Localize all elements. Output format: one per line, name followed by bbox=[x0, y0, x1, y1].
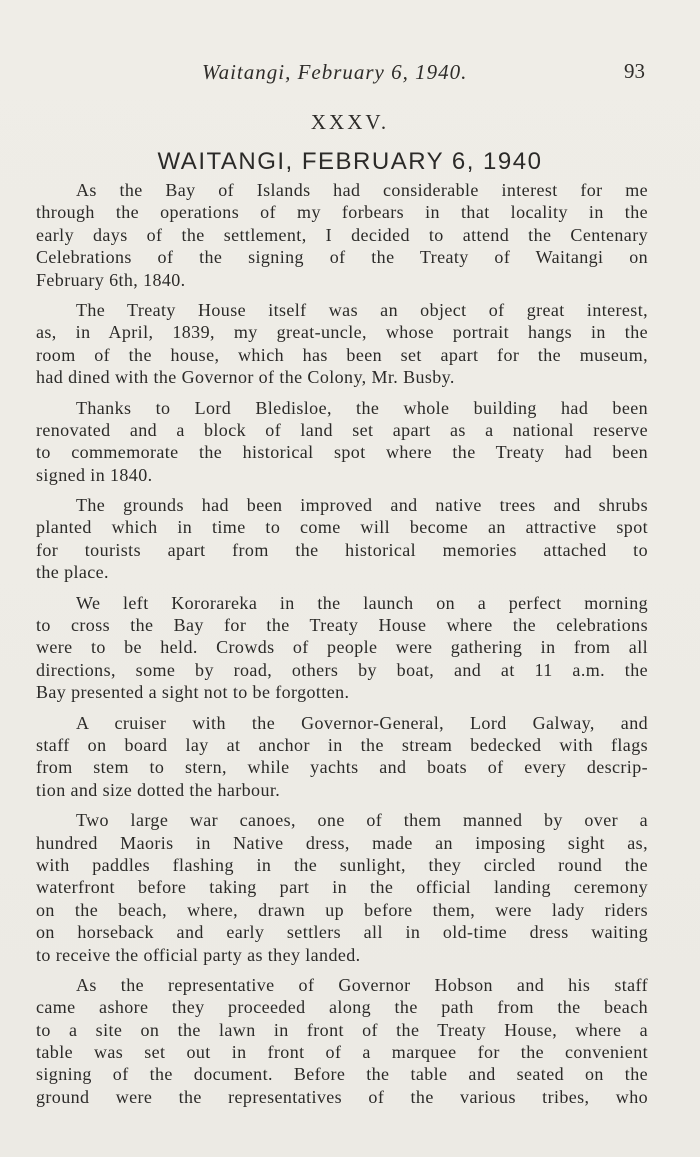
text-line: had dined with the Governor of the Colony, Mr. Busby. bbox=[36, 367, 455, 388]
text-line: table was set out in front of a marquee for the convenient bbox=[36, 1042, 648, 1063]
text-line: signed in 1840. bbox=[36, 464, 153, 485]
text-line: We left Kororareka in the launch on a perfect morning bbox=[76, 592, 648, 613]
text-line: February 6th, 1840. bbox=[36, 269, 186, 290]
text-line: to receive the official party as they landed. bbox=[36, 944, 361, 965]
text-line: renovated and a block of land set apart as a national reserve bbox=[36, 419, 648, 440]
text-line: with paddles flashing in the sunlight, they circled round the bbox=[36, 854, 648, 875]
text-line: The grounds had been improved and native trees and shrubs bbox=[76, 495, 648, 516]
text-line: staff on board lay at anchor in the stream bedecked with flags bbox=[36, 734, 648, 755]
text-line: the place. bbox=[36, 562, 109, 583]
running-head: Waitangi, February 6, 1940. bbox=[202, 60, 468, 84]
text-line: Celebrations of the signing of the Treaty of Waitangi on bbox=[36, 247, 648, 268]
paragraph bbox=[36, 809, 648, 966]
text-line: signing of the document. Before the table and seated on the bbox=[36, 1064, 648, 1085]
paragraph bbox=[36, 299, 648, 389]
text-line: A cruiser with the Governor-General, Lord Galway, and bbox=[76, 712, 648, 733]
text-line: hundred Maoris in Native dress, made an imposing sight as, bbox=[36, 832, 648, 853]
text-line: to a site on the lawn in front of the Treaty House, where a bbox=[36, 1019, 648, 1040]
paragraph bbox=[36, 179, 648, 291]
paragraph bbox=[36, 712, 648, 802]
page-number: 93 bbox=[624, 59, 645, 83]
text-line: for tourists apart from the historical memories attached to bbox=[36, 539, 648, 560]
text-line: early days of the settlement, I decided to attend the Centenary bbox=[36, 224, 648, 245]
text-line: directions, some by road, others by boat, and at 11 a.m. the bbox=[36, 659, 648, 680]
text-line: As the Bay of Islands had considerable interest for me bbox=[76, 180, 648, 200]
paragraph bbox=[36, 974, 648, 1108]
text-line: waterfront before taking part in the official landing ceremony bbox=[36, 877, 648, 898]
text-line: room of the house, which has been set apart for the museum, bbox=[36, 344, 648, 365]
text-line: were to be held. Crowds of people were gathering in from all bbox=[36, 637, 648, 658]
text-line: came ashore they proceeded along the path from the beach bbox=[36, 997, 648, 1018]
text-line: as, in April, 1839, my great-uncle, whose portrait hangs in the bbox=[36, 322, 648, 343]
text-line: to commemorate the historical spot where the Treaty had been bbox=[36, 442, 648, 463]
text-line: The Treaty House itself was an object of great interest, bbox=[76, 299, 648, 320]
paragraph bbox=[36, 397, 648, 487]
chapter-title: WAITANGI, FEBRUARY 6, 1940 bbox=[157, 148, 543, 175]
text-line: through the operations of my forbears in that locality in the bbox=[36, 202, 648, 223]
text-line: planted which in time to come will become an attractive spot bbox=[36, 517, 648, 538]
paragraph bbox=[36, 592, 648, 704]
paragraph bbox=[36, 494, 648, 584]
text-line: ground were the representatives of the various tribes, who bbox=[36, 1086, 648, 1107]
text-line: from stem to stern, while yachts and boats of every descrip- bbox=[36, 757, 648, 778]
text-line: on horseback and early settlers all in old-time dress waiting bbox=[36, 922, 648, 943]
text-line: Thanks to Lord Bledisloe, the whole building had been bbox=[76, 397, 648, 418]
body-text bbox=[36, 179, 648, 1108]
text-line: As the representative of Governor Hobson and his staff bbox=[76, 974, 648, 995]
chapter-number: XXXV. bbox=[310, 110, 390, 134]
text-line: Two large war canoes, one of them manned by over a bbox=[76, 810, 648, 831]
text-line: Bay presented a sight not to be forgotten. bbox=[36, 682, 350, 703]
text-line: on the beach, where, drawn up before them, were lady riders bbox=[36, 899, 648, 920]
text-line: tion and size dotted the harbour. bbox=[36, 779, 281, 800]
text-line: to cross the Bay for the Treaty House where the celebrations bbox=[36, 615, 648, 636]
